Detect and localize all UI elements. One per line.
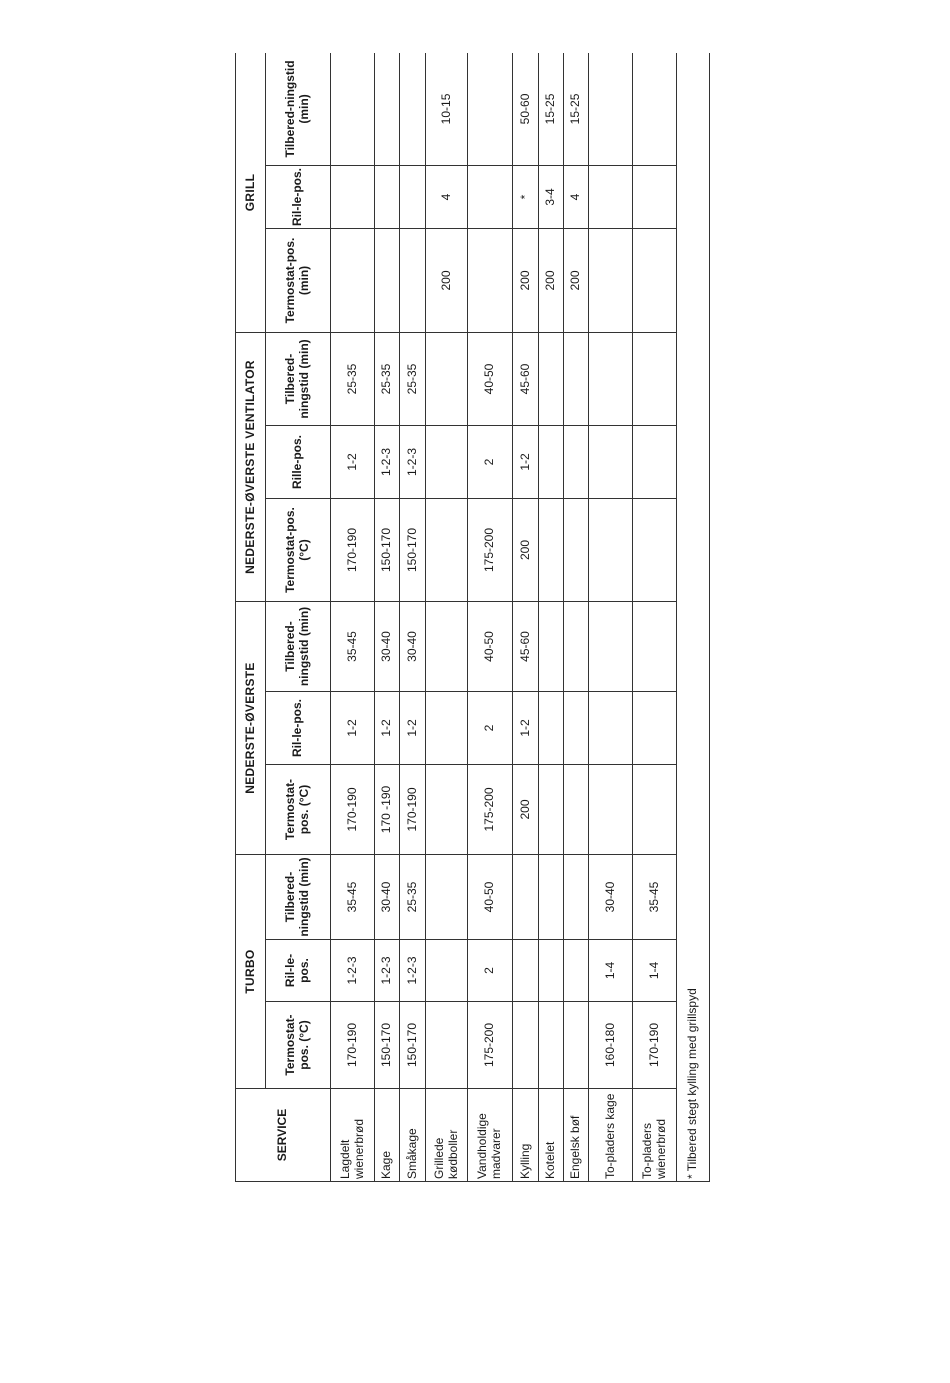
- cell: [426, 499, 468, 602]
- cell: 25-35: [375, 332, 400, 425]
- cell: [589, 165, 633, 228]
- cell: 160-180: [589, 1002, 633, 1089]
- cell: [513, 855, 539, 940]
- cell: 30-40: [375, 602, 400, 692]
- cell: [564, 1002, 589, 1089]
- cell: 10-15: [426, 53, 468, 165]
- cell: [633, 765, 677, 855]
- cell: [539, 692, 564, 765]
- cell: [539, 499, 564, 602]
- footnote-row: [677, 53, 710, 1182]
- cell: [564, 602, 589, 692]
- cell: 200: [513, 499, 539, 602]
- footnote: * Tilbered stegt kylling med grillspyd: [677, 53, 710, 1182]
- table-row: [633, 53, 677, 1182]
- table-row: [539, 53, 564, 1182]
- cell: [589, 332, 633, 425]
- cell: 40-50: [468, 332, 513, 425]
- row-label: Grillede kødboller: [426, 1089, 468, 1182]
- cell: [589, 228, 633, 332]
- table-row: [400, 53, 426, 1182]
- cell: [400, 53, 426, 165]
- cell: [539, 1002, 564, 1089]
- table-frame: [235, 53, 710, 1182]
- cell: [564, 855, 589, 940]
- table-row: [468, 53, 513, 1182]
- cell: 150-170: [375, 1002, 400, 1089]
- cell: [589, 692, 633, 765]
- cell: 170-190: [331, 765, 375, 855]
- col-tid: Tilbered-ningstid (min): [266, 53, 331, 165]
- table-row: [564, 53, 589, 1182]
- cell: [426, 1002, 468, 1089]
- cell: [426, 940, 468, 1002]
- cell: 25-35: [331, 332, 375, 425]
- cell: 200: [513, 228, 539, 332]
- col-tid: Tilbered-ningstid (min): [266, 855, 331, 940]
- row-label: Kage: [375, 1089, 400, 1182]
- col-termostat: Termostat-pos. (°C): [266, 1002, 331, 1089]
- row-label: Småkage: [400, 1089, 426, 1182]
- cell: [539, 602, 564, 692]
- cell: 150-170: [400, 499, 426, 602]
- cell: [564, 692, 589, 765]
- cell: 1-2: [375, 692, 400, 765]
- table-row: [513, 53, 539, 1182]
- cell: [564, 426, 589, 499]
- cell: 35-45: [331, 602, 375, 692]
- cell: [564, 940, 589, 1002]
- cell: [539, 765, 564, 855]
- cell: 30-40: [589, 855, 633, 940]
- group-grill: GRILL: [236, 53, 266, 332]
- cell: 40-50: [468, 855, 513, 940]
- col-tid: Tilbered-ningstid (min): [266, 602, 331, 692]
- cell: 1-2: [400, 692, 426, 765]
- col-termostat: Termostat-pos. (°C): [266, 499, 331, 602]
- cell: 1-2-3: [375, 426, 400, 499]
- row-label: Vandholdige madvarer: [468, 1089, 513, 1182]
- cell: [426, 602, 468, 692]
- service-header: SERVICE: [236, 1089, 331, 1182]
- cell: 45-60: [513, 332, 539, 425]
- cell: [539, 426, 564, 499]
- cell: 200: [426, 228, 468, 332]
- col-rille: Ril-le-pos.: [266, 692, 331, 765]
- cell: [513, 1002, 539, 1089]
- cell: 1-4: [633, 940, 677, 1002]
- cell: [633, 228, 677, 332]
- cell: 30-40: [400, 602, 426, 692]
- cell: [633, 499, 677, 602]
- cell: [331, 165, 375, 228]
- cell: [589, 426, 633, 499]
- cooking-table: [235, 53, 710, 1182]
- table-row: [426, 53, 468, 1182]
- cell: 175-200: [468, 499, 513, 602]
- cell: [375, 53, 400, 165]
- cell: 45-60: [513, 602, 539, 692]
- cell: 35-45: [331, 855, 375, 940]
- row-label: To-pladers kage: [589, 1089, 633, 1182]
- cell: 2: [468, 426, 513, 499]
- col-rille: Rille-pos.: [266, 426, 331, 499]
- cell: 25-35: [400, 855, 426, 940]
- cell: [633, 692, 677, 765]
- cell: 170-190: [400, 765, 426, 855]
- col-rille: Ril-le-pos.: [266, 165, 331, 228]
- cell: [633, 426, 677, 499]
- cell: 170-190: [633, 1002, 677, 1089]
- cell: [589, 53, 633, 165]
- cell: 30-40: [375, 855, 400, 940]
- row-label: Lagdelt wienerbrød: [331, 1089, 375, 1182]
- cell: [426, 765, 468, 855]
- cell: [539, 855, 564, 940]
- cell: [426, 855, 468, 940]
- cell: [589, 499, 633, 602]
- cell: [331, 53, 375, 165]
- cell: 2: [468, 692, 513, 765]
- cell: 170-190: [331, 499, 375, 602]
- cell: 25-35: [400, 332, 426, 425]
- cell: 1-2: [513, 692, 539, 765]
- cell: [539, 332, 564, 425]
- cell: 1-2: [513, 426, 539, 499]
- cell: 4: [564, 165, 589, 228]
- cell: 175-200: [468, 765, 513, 855]
- cell: 170-190: [331, 1002, 375, 1089]
- cell: 1-2: [331, 692, 375, 765]
- group-header-row: [236, 53, 266, 1182]
- cell: 1-2-3: [400, 940, 426, 1002]
- cell: [564, 332, 589, 425]
- cell: [468, 53, 513, 165]
- cell: 1-2-3: [400, 426, 426, 499]
- cell: 150-170: [375, 499, 400, 602]
- cell: 15-25: [539, 53, 564, 165]
- cell: [633, 53, 677, 165]
- table-row: [331, 53, 375, 1182]
- cell: [375, 228, 400, 332]
- cell: [375, 165, 400, 228]
- cell: [400, 165, 426, 228]
- cell: [468, 228, 513, 332]
- cell: [633, 332, 677, 425]
- cell: 1-2-3: [331, 940, 375, 1002]
- cell: [513, 940, 539, 1002]
- cell: [564, 765, 589, 855]
- cell: 200: [539, 228, 564, 332]
- cell: 200: [513, 765, 539, 855]
- cell: 50-60: [513, 53, 539, 165]
- group-turbo: TURBO: [236, 855, 266, 1089]
- cell: 175-200: [468, 1002, 513, 1089]
- row-label: Kylling: [513, 1089, 539, 1182]
- col-rille: Ril-le-pos.: [266, 940, 331, 1002]
- row-label: To-pladers wienerbrød: [633, 1089, 677, 1182]
- cell: 4: [426, 165, 468, 228]
- cell: [426, 692, 468, 765]
- col-termostat: Termostat-pos. (°C): [266, 765, 331, 855]
- cell: [589, 765, 633, 855]
- group-nederste-overste-ventilator: NEDERSTE-ØVERSTE VENTILATOR: [236, 332, 266, 601]
- cell: 40-50: [468, 602, 513, 692]
- cell: 170 -190: [375, 765, 400, 855]
- cell: 150-170: [400, 1002, 426, 1089]
- cell: [426, 426, 468, 499]
- cell: [539, 940, 564, 1002]
- cell: [400, 228, 426, 332]
- col-termostat: Termostat-pos. (min): [266, 228, 331, 332]
- row-label: Engelsk bøf: [564, 1089, 589, 1182]
- group-nederste-overste: NEDERSTE-ØVERSTE: [236, 602, 266, 855]
- table-row: [375, 53, 400, 1182]
- cell: 1-2-3: [375, 940, 400, 1002]
- rotated-table-wrapper: [235, 53, 710, 1182]
- cell: 35-45: [633, 855, 677, 940]
- row-label: Kotelet: [539, 1089, 564, 1182]
- column-header-row: [266, 53, 331, 1182]
- cell: [633, 602, 677, 692]
- cell: 15-25: [564, 53, 589, 165]
- col-tid: Tilbered-ningstid (min): [266, 332, 331, 425]
- cell: [426, 332, 468, 425]
- cell: *: [513, 165, 539, 228]
- cell: 1-4: [589, 940, 633, 1002]
- cell: 3-4: [539, 165, 564, 228]
- table-row: [589, 53, 633, 1182]
- cell: [331, 228, 375, 332]
- cell: [564, 499, 589, 602]
- cell: [468, 165, 513, 228]
- cell: [589, 602, 633, 692]
- cell: 2: [468, 940, 513, 1002]
- cell: 1-2: [331, 426, 375, 499]
- cell: 200: [564, 228, 589, 332]
- cell: [633, 165, 677, 228]
